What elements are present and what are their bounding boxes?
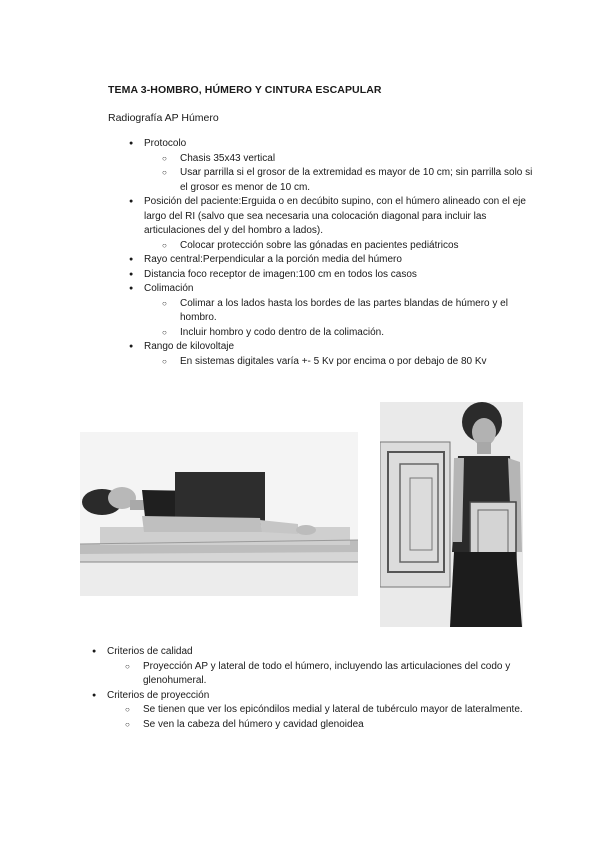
protocol-list (129, 137, 539, 369)
list-item-label: Criterios de calidad (107, 646, 193, 657)
list-item (129, 340, 539, 369)
list-item-label: Colimación (144, 283, 194, 294)
list-item: ○ Chasis 35x43 vertical (162, 152, 539, 167)
list-item: ○ Se tienen que ver los epicóndilos medial y lateral de tubérculo mayor de lateralmente. (125, 703, 532, 718)
list-item: ○ Se ven la cabeza del húmero y cavidad glenoidea (125, 718, 532, 733)
list-item: ○ Usar parrilla si el grosor de la extremidad es mayor de 10 cm; sin parrilla solo si el grosor es menor de 10 cm. (162, 166, 539, 195)
list-item (92, 689, 532, 733)
list-item: ○ Incluir hombro y codo dentro de la colimación. (162, 326, 539, 341)
list-item-label: Protocolo (144, 138, 187, 149)
list-item: ○ Colimar a los lados hasta los bordes de las partes blandas de húmero y el hombro. (162, 297, 539, 326)
list-item (129, 137, 539, 195)
list-item: ● Rayo central:Perpendicular a la porción media del húmero (129, 253, 539, 268)
list-item-label: Rango de kilovoltaje (144, 341, 235, 352)
sub-list (144, 355, 539, 370)
page-title: TEMA 3-HOMBRO, HÚMERO Y CINTURA ESCAPULAR (108, 84, 382, 96)
list-item (129, 282, 539, 340)
supine-position-photo (80, 432, 358, 596)
sub-list (107, 660, 532, 689)
criteria-list (92, 645, 532, 732)
list-item (129, 195, 539, 253)
list-item: ○ Proyección AP y lateral de todo el húmero, incluyendo las articulaciones del codo y glenohumeral. (125, 660, 532, 689)
sub-list (144, 297, 539, 341)
standing-position-photo (380, 402, 523, 627)
list-item-label: Criterios de proyección (107, 689, 210, 701)
list-item: ○ En sistemas digitales varía +- 5 Kv por encima o por debajo de 80 Kv (162, 355, 539, 370)
list-item (92, 645, 532, 689)
sub-list (144, 239, 539, 254)
list-item: ● Distancia foco receptor de imagen:100 cm en todos los casos (129, 268, 539, 283)
list-item: ○ Colocar protección sobre las gónadas en pacientes pediátricos (162, 239, 539, 254)
section-subtitle: Radiografía AP Húmero (108, 112, 219, 124)
sub-list (144, 152, 539, 196)
sub-list (107, 703, 532, 732)
list-item-label: Posición del paciente:Erguida o en decúbito supino, con el húmero alineado con el eje largo del RI (salvo que sea necesaria una colocación diagonal para incluir las articulaciones del y del hombro a lados). (144, 196, 526, 236)
